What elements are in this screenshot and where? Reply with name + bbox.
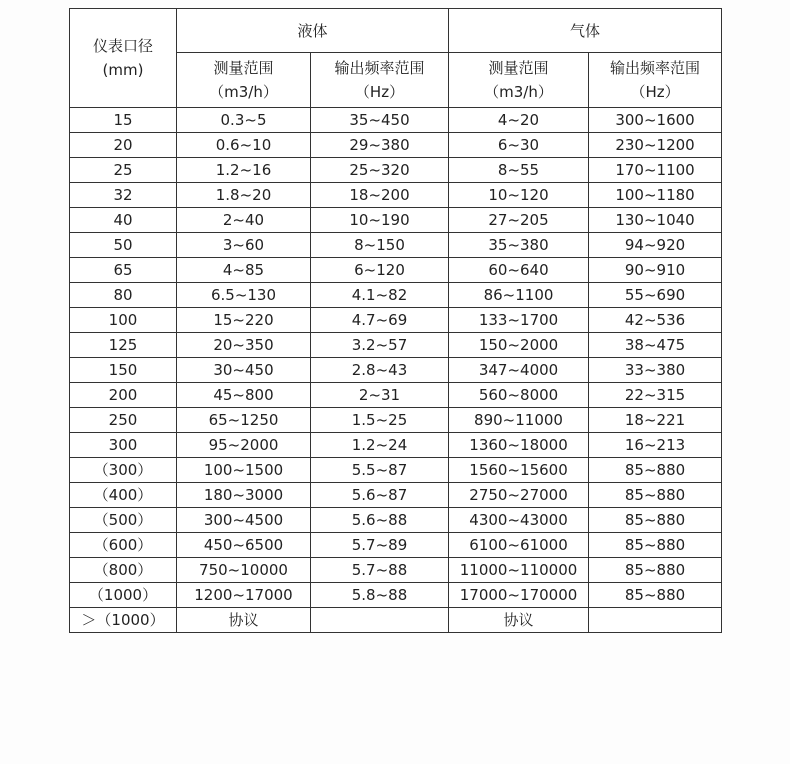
liquid-freq-cell: 5.6~88 [311,508,449,533]
liquid-range-cell: 95~2000 [177,433,311,458]
liquid-range-header [177,53,311,108]
table-row [70,533,722,558]
diameter-cell: （600） [70,533,177,558]
diameter-cell: 20 [70,133,177,158]
liquid-freq-cell: 35~450 [311,108,449,133]
diameter-header-unit: (mm) [102,61,144,79]
liquid-freq-cell: 1.5~25 [311,408,449,433]
liquid-range-cell: 3~60 [177,233,311,258]
gas-range-cell: 11000~110000 [449,558,589,583]
diameter-cell: （300） [70,458,177,483]
gas-freq-cell: 38~475 [589,333,722,358]
table-row [70,233,722,258]
gas-freq-cell: 100~1180 [589,183,722,208]
gas-range-cell: 4300~43000 [449,508,589,533]
gas-range-cell: 86~1100 [449,283,589,308]
liquid-freq-label: 输出频率范围 [334,59,425,77]
gas-freq-unit: （Hz） [630,83,680,101]
table-row [70,333,722,358]
table-row [70,158,722,183]
liquid-freq-header [311,53,449,108]
gas-freq-cell: 85~880 [589,533,722,558]
gas-range-cell: 60~640 [449,258,589,283]
diameter-cell: 125 [70,333,177,358]
liquid-freq-unit: （Hz） [354,83,405,101]
gas-freq-cell: 130~1040 [589,208,722,233]
gas-range-header [449,53,589,108]
diameter-cell: ＞（1000） [70,608,177,633]
liquid-freq-cell: 10~190 [311,208,449,233]
diameter-cell: 80 [70,283,177,308]
liquid-freq-cell: 6~120 [311,258,449,283]
liquid-range-unit: （m3/h） [209,83,278,101]
table-row [70,108,722,133]
liquid-freq-cell: 25~320 [311,158,449,183]
table-row [70,208,722,233]
liquid-freq-cell: 5.8~88 [311,583,449,608]
gas-range-cell: 4~20 [449,108,589,133]
gas-range-label: 测量范围 [488,59,549,77]
liquid-freq-cell: 4.7~69 [311,308,449,333]
gas-freq-cell: 85~880 [589,558,722,583]
diameter-cell: 300 [70,433,177,458]
gas-freq-cell: 170~1100 [589,158,722,183]
gas-freq-cell: 42~536 [589,308,722,333]
liquid-header: 液体 [177,9,449,53]
gas-freq-cell: 85~880 [589,483,722,508]
liquid-range-cell: 30~450 [177,358,311,383]
gas-freq-label: 输出频率范围 [610,59,701,77]
gas-range-cell: 347~4000 [449,358,589,383]
gas-range-cell: 1360~18000 [449,433,589,458]
table-row [70,183,722,208]
liquid-range-cell: 0.6~10 [177,133,311,158]
liquid-range-cell: 180~3000 [177,483,311,508]
table-row [70,258,722,283]
table-row [70,408,722,433]
liquid-range-cell: 65~1250 [177,408,311,433]
gas-range-cell: 560~8000 [449,383,589,408]
gas-range-cell: 150~2000 [449,333,589,358]
liquid-range-cell: 15~220 [177,308,311,333]
liquid-range-cell: 4~85 [177,258,311,283]
liquid-freq-cell: 5.5~87 [311,458,449,483]
gas-range-unit: （m3/h） [484,83,553,101]
flowmeter-spec-table [69,8,722,633]
liquid-range-cell: 450~6500 [177,533,311,558]
table-body [70,108,722,633]
gas-range-cell: 8~55 [449,158,589,183]
diameter-cell: 150 [70,358,177,383]
table-row [70,483,722,508]
gas-freq-cell: 230~1200 [589,133,722,158]
diameter-cell: 40 [70,208,177,233]
liquid-range-cell: 0.3~5 [177,108,311,133]
liquid-freq-cell: 8~150 [311,233,449,258]
diameter-header [70,9,177,108]
gas-header: 气体 [449,9,722,53]
liquid-freq-cell: 2~31 [311,383,449,408]
liquid-freq-cell: 29~380 [311,133,449,158]
gas-range-cell: 10~120 [449,183,589,208]
liquid-freq-cell [311,608,449,633]
diameter-cell: 25 [70,158,177,183]
diameter-cell: （800） [70,558,177,583]
gas-range-cell: 1560~15600 [449,458,589,483]
diameter-cell: 32 [70,183,177,208]
table-row [70,508,722,533]
gas-range-cell: 6~30 [449,133,589,158]
table-row [70,458,722,483]
gas-freq-cell: 18~221 [589,408,722,433]
liquid-freq-cell: 18~200 [311,183,449,208]
liquid-freq-cell: 2.8~43 [311,358,449,383]
gas-freq-cell: 55~690 [589,283,722,308]
gas-range-cell: 133~1700 [449,308,589,333]
liquid-freq-cell: 5.7~88 [311,558,449,583]
gas-freq-cell: 94~920 [589,233,722,258]
liquid-range-cell: 20~350 [177,333,311,358]
gas-freq-cell: 33~380 [589,358,722,383]
liquid-range-cell: 1.2~16 [177,158,311,183]
table-row [70,133,722,158]
gas-range-cell: 890~11000 [449,408,589,433]
gas-freq-cell: 85~880 [589,458,722,483]
table-row [70,608,722,633]
diameter-cell: 200 [70,383,177,408]
table-row [70,308,722,333]
gas-range-cell: 27~205 [449,208,589,233]
gas-freq-cell: 16~213 [589,433,722,458]
diameter-cell: 100 [70,308,177,333]
diameter-cell: 50 [70,233,177,258]
liquid-range-cell: 2~40 [177,208,311,233]
liquid-range-cell: 100~1500 [177,458,311,483]
liquid-freq-cell: 5.6~87 [311,483,449,508]
diameter-cell: （400） [70,483,177,508]
liquid-range-cell: 45~800 [177,383,311,408]
liquid-freq-cell: 3.2~57 [311,333,449,358]
gas-range-cell: 6100~61000 [449,533,589,558]
gas-freq-header [589,53,722,108]
diameter-cell: （500） [70,508,177,533]
table-row [70,583,722,608]
liquid-freq-cell: 1.2~24 [311,433,449,458]
diameter-header-label: 仪表口径 [92,37,153,55]
gas-freq-cell: 90~910 [589,258,722,283]
gas-range-cell: 2750~27000 [449,483,589,508]
liquid-freq-cell: 4.1~82 [311,283,449,308]
gas-freq-cell: 300~1600 [589,108,722,133]
diameter-cell: （1000） [70,583,177,608]
liquid-freq-cell: 5.7~89 [311,533,449,558]
liquid-range-cell: 协议 [177,608,311,633]
gas-range-cell: 35~380 [449,233,589,258]
gas-freq-cell: 85~880 [589,508,722,533]
diameter-cell: 15 [70,108,177,133]
liquid-range-cell: 750~10000 [177,558,311,583]
gas-range-cell: 17000~170000 [449,583,589,608]
table-row [70,358,722,383]
gas-freq-cell: 85~880 [589,583,722,608]
table-row [70,433,722,458]
diameter-cell: 65 [70,258,177,283]
gas-freq-cell: 22~315 [589,383,722,408]
table-row [70,558,722,583]
liquid-range-cell: 1200~17000 [177,583,311,608]
table-row [70,283,722,308]
liquid-range-label: 测量范围 [213,59,274,77]
gas-freq-cell [589,608,722,633]
diameter-cell: 250 [70,408,177,433]
table-row [70,383,722,408]
liquid-range-cell: 6.5~130 [177,283,311,308]
gas-range-cell: 协议 [449,608,589,633]
liquid-range-cell: 1.8~20 [177,183,311,208]
liquid-range-cell: 300~4500 [177,508,311,533]
